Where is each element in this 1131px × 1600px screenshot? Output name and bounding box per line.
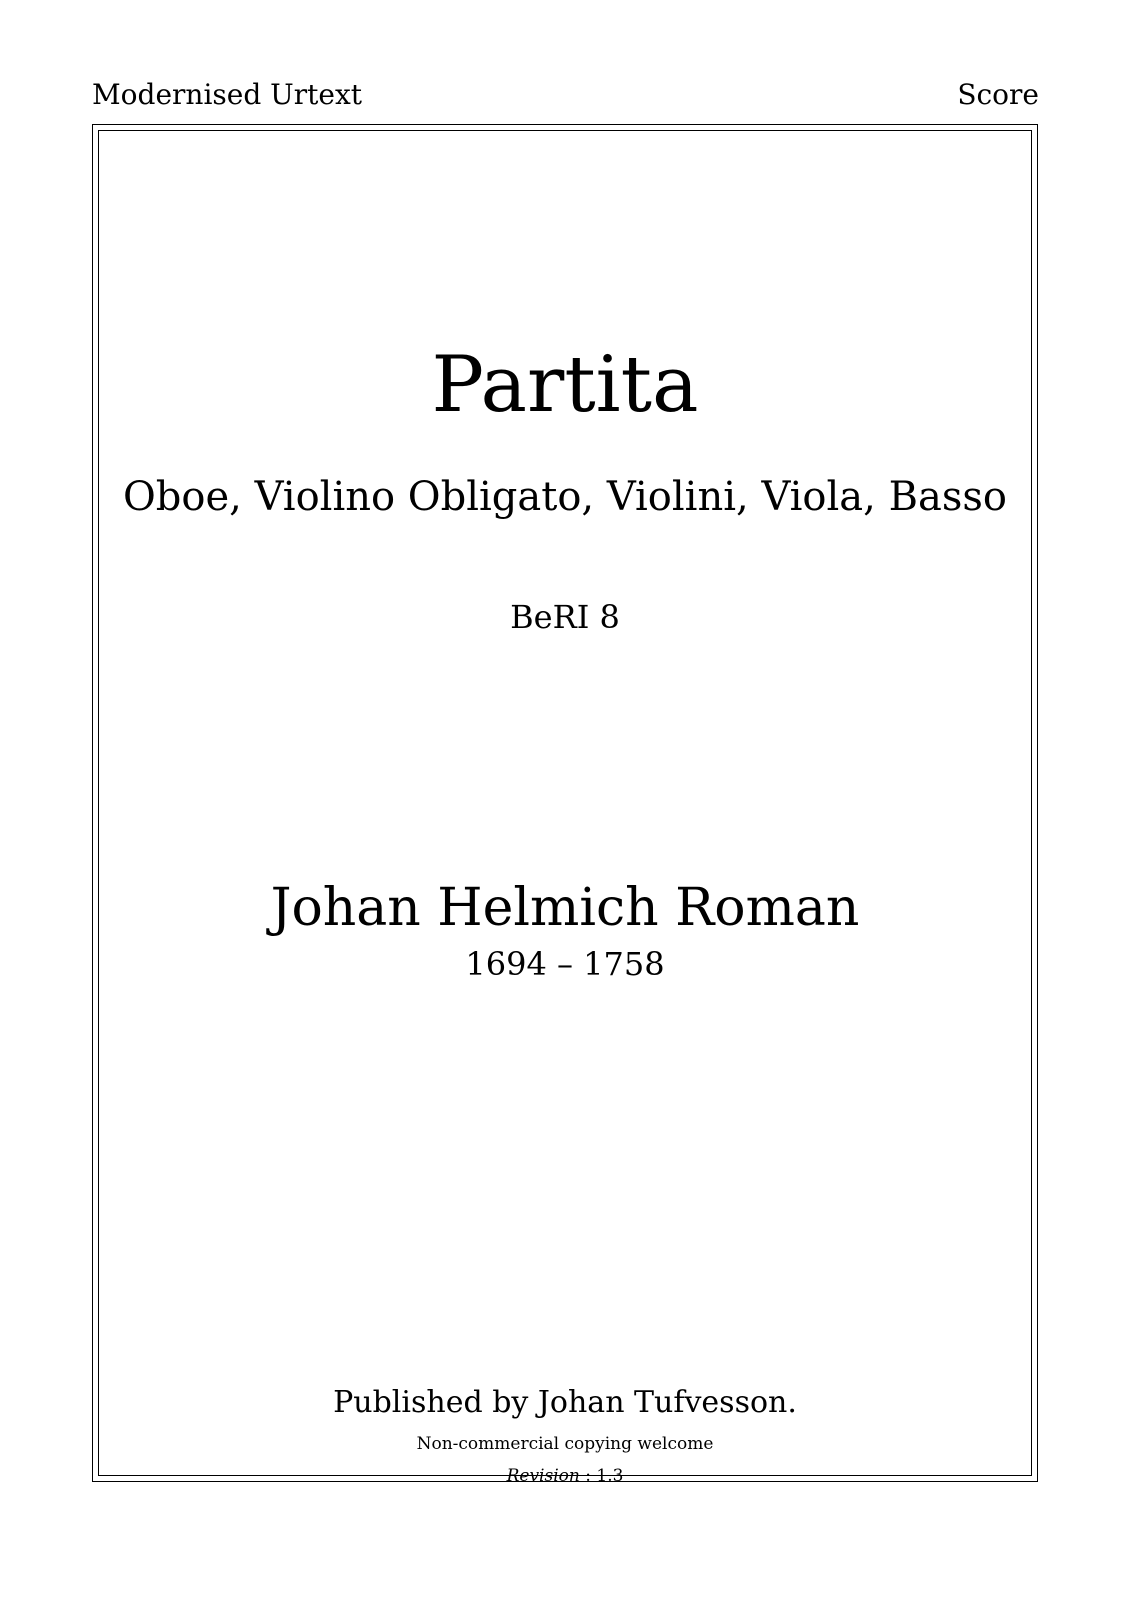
header-right-label: Score	[957, 78, 1039, 111]
revision-line	[98, 1464, 1032, 1488]
revision-value: 1.3	[596, 1466, 624, 1486]
revision-separator: :	[579, 1466, 597, 1486]
work-title: Partita	[431, 340, 699, 430]
header-left-label: Modernised Urtext	[92, 78, 363, 111]
revision-label: Revision	[506, 1466, 580, 1486]
composer-dates: 1694 – 1758	[465, 945, 665, 983]
instrumentation: Oboe, Violino Obligato, Violini, Viola, Basso	[123, 474, 1007, 520]
copying-note: Non-commercial copying welcome	[416, 1434, 714, 1454]
catalog-number: BeRI 8	[510, 598, 620, 636]
composer-name: Johan Helmich Roman	[270, 878, 860, 938]
page-frame-inner	[98, 130, 1032, 1476]
publisher-line: Published by Johan Tufvesson.	[333, 1385, 797, 1420]
